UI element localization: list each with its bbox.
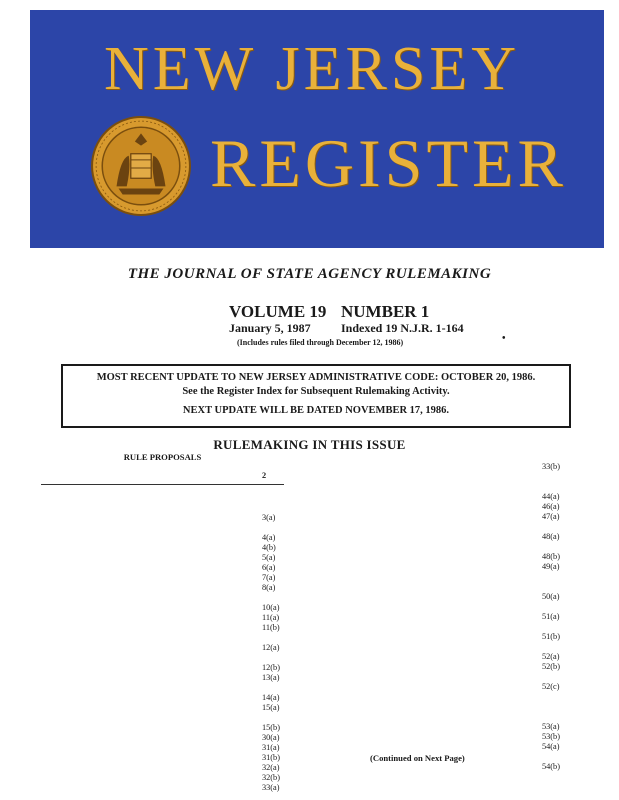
- toc-entry: [308, 662, 564, 672]
- toc-section-heading: [308, 702, 564, 712]
- issue-date: January 5, 1987: [229, 321, 311, 335]
- toc-section-heading: [308, 642, 564, 652]
- toc-section-heading: [308, 572, 564, 582]
- journal-subtitle: THE JOURNAL OF STATE AGENCY RULEMAKING: [127, 266, 492, 282]
- toc-entry: [308, 682, 564, 692]
- toc-entry-ref: 46(a): [542, 502, 560, 511]
- masthead-line-2: REGISTER: [210, 125, 567, 201]
- toc-entry-ref: 33(b): [542, 462, 560, 471]
- toc-entry: [41, 563, 284, 573]
- toc-section-heading: [41, 523, 284, 533]
- section-title: RULEMAKING IN THIS ISSUE: [213, 437, 406, 452]
- toc-entry-ref: 4(b): [262, 543, 276, 552]
- toc-entry-ref: 52(c): [542, 682, 560, 691]
- toc-section-heading: [308, 712, 564, 722]
- rule-proposals-heading: RULE PROPOSALS: [123, 452, 202, 462]
- toc-entry: [308, 532, 564, 542]
- toc-section-heading: [41, 653, 284, 663]
- toc-entry-ref: 12(a): [262, 643, 280, 652]
- divider: [41, 484, 284, 485]
- toc-section-heading: [41, 713, 284, 723]
- notice-line-1: MOST RECENT UPDATE TO NEW JERSEY ADMINISTRATIVE CODE: OCTOBER 20, 1986.: [96, 372, 536, 383]
- toc-entry: [308, 612, 564, 622]
- notice-line-2: See the Register Index for Subsequent Rulemaking Activity.: [182, 386, 450, 397]
- toc-entry-ref: 15(a): [262, 703, 280, 712]
- masthead-line-1: NEW JERSEY: [104, 35, 521, 103]
- issue-number: NUMBER 1: [341, 302, 430, 321]
- toc-entry-ref: 7(a): [262, 573, 276, 582]
- toc-entry: [41, 673, 284, 683]
- toc-entry: [308, 722, 564, 732]
- toc-section-heading: [41, 503, 284, 513]
- toc-entry-ref: 49(a): [542, 562, 560, 571]
- toc-entry: [41, 643, 284, 653]
- toc-entry-ref: 52(b): [542, 662, 560, 671]
- toc-section-heading: [308, 522, 564, 532]
- toc-entry-ref: 14(a): [262, 693, 280, 702]
- toc-entry-ref: 52(a): [542, 652, 560, 661]
- volume: VOLUME 19: [229, 302, 327, 321]
- toc-entry: [41, 603, 284, 613]
- toc-entry: [308, 502, 564, 512]
- toc-entry: [308, 632, 564, 642]
- toc-section-heading: [308, 622, 564, 632]
- continued-note: (Continued on Next Page): [370, 753, 465, 763]
- toc-entry: [41, 733, 284, 743]
- left-column: [41, 452, 284, 793]
- toc-entry-ref: 54(b): [542, 762, 560, 771]
- update-notice-box: [61, 364, 571, 428]
- toc-entry-ref: 47(a): [542, 512, 560, 521]
- toc-entry: [41, 783, 284, 793]
- toc-entry: [41, 623, 284, 633]
- toc-entry: [41, 723, 284, 733]
- toc-entry-ref: 51(a): [542, 612, 560, 621]
- toc-section-heading: [308, 602, 564, 612]
- toc-section-heading: [308, 482, 564, 492]
- toc-entry: [308, 462, 564, 472]
- toc-entry: [308, 492, 564, 502]
- toc-section-heading: [41, 493, 284, 503]
- toc-entry-ref: 44(a): [542, 492, 560, 501]
- toc-entry-ref: 32(b): [262, 773, 280, 782]
- toc-entry-ref: 32(a): [262, 763, 280, 772]
- index-range: Indexed 19 N.J.R. 1-164: [341, 321, 464, 335]
- toc-entry-ref: 53(a): [542, 722, 560, 731]
- toc-entry-ref: 3(a): [262, 513, 276, 522]
- toc-entry-ref: 53(b): [542, 732, 560, 741]
- toc-section-heading: [308, 472, 564, 482]
- toc-entry-ref: 31(a): [262, 743, 280, 752]
- toc-entry: [308, 552, 564, 562]
- toc-section-heading: [308, 672, 564, 682]
- toc-entry: [41, 553, 284, 563]
- toc-entry-ref: 33(a): [262, 783, 280, 792]
- toc-entry: [308, 562, 564, 572]
- toc-entry: [41, 613, 284, 623]
- toc-entry: [308, 762, 564, 772]
- toc-entry-ref: 30(a): [262, 733, 280, 742]
- toc-entry: [41, 573, 284, 583]
- toc-entry-ref: 13(a): [262, 673, 280, 682]
- toc-entry: [41, 763, 284, 773]
- toc-section-heading: [308, 452, 564, 462]
- toc-section-heading: [41, 593, 284, 603]
- notice-line-3: NEXT UPDATE WILL BE DATED NOVEMBER 17, 1986.: [182, 405, 450, 416]
- toc-entry-ref: 48(b): [542, 552, 560, 561]
- toc-section-heading: [308, 542, 564, 552]
- toc-section-heading: [308, 692, 564, 702]
- toc-entry-ref: 11(a): [262, 613, 280, 622]
- right-column: [308, 452, 564, 772]
- toc-entry-ref: 48(a): [542, 532, 560, 541]
- toc-entry: [41, 663, 284, 673]
- toc-entry-ref: 50(a): [542, 592, 560, 601]
- toc-entry: [41, 743, 284, 753]
- toc-entry: [308, 652, 564, 662]
- toc-entry: [308, 592, 564, 602]
- toc-entry-ref: 54(a): [542, 742, 560, 751]
- toc-entry: [41, 583, 284, 593]
- toc-section-heading: [308, 582, 564, 592]
- toc-entry-ref: 4(a): [262, 533, 276, 542]
- toc-entry: [41, 513, 284, 523]
- toc-entry: [308, 742, 564, 752]
- toc-entry-ref: 15(b): [262, 723, 280, 732]
- toc-entry: [41, 543, 284, 553]
- toc-entry-ref: 51(b): [542, 632, 560, 641]
- toc-entry: [41, 753, 284, 763]
- toc-entry-ref: 5(a): [262, 553, 276, 562]
- toc-entry: [308, 512, 564, 522]
- deadline-ref: 2: [262, 471, 267, 480]
- comment-deadline-row: [41, 471, 284, 481]
- state-seal-icon: [90, 115, 192, 217]
- toc-entry: [41, 773, 284, 783]
- stray-mark: •: [502, 333, 506, 344]
- toc-entry-ref: 11(b): [262, 623, 280, 632]
- toc-section-heading: [41, 633, 284, 643]
- toc-entry: [41, 533, 284, 543]
- toc-entry: [308, 732, 564, 742]
- toc-entry-ref: 31(b): [262, 753, 280, 762]
- toc-entry-ref: 8(a): [262, 583, 276, 592]
- toc-entry: [41, 703, 284, 713]
- toc-section-heading: [41, 683, 284, 693]
- toc-entry-ref: 10(a): [262, 603, 280, 612]
- includes-note: (Includes rules filed through December 12, 1986): [237, 338, 404, 347]
- toc-entry-ref: 12(b): [262, 663, 280, 672]
- toc-entry: [41, 693, 284, 703]
- toc-entry-ref: 6(a): [262, 563, 276, 572]
